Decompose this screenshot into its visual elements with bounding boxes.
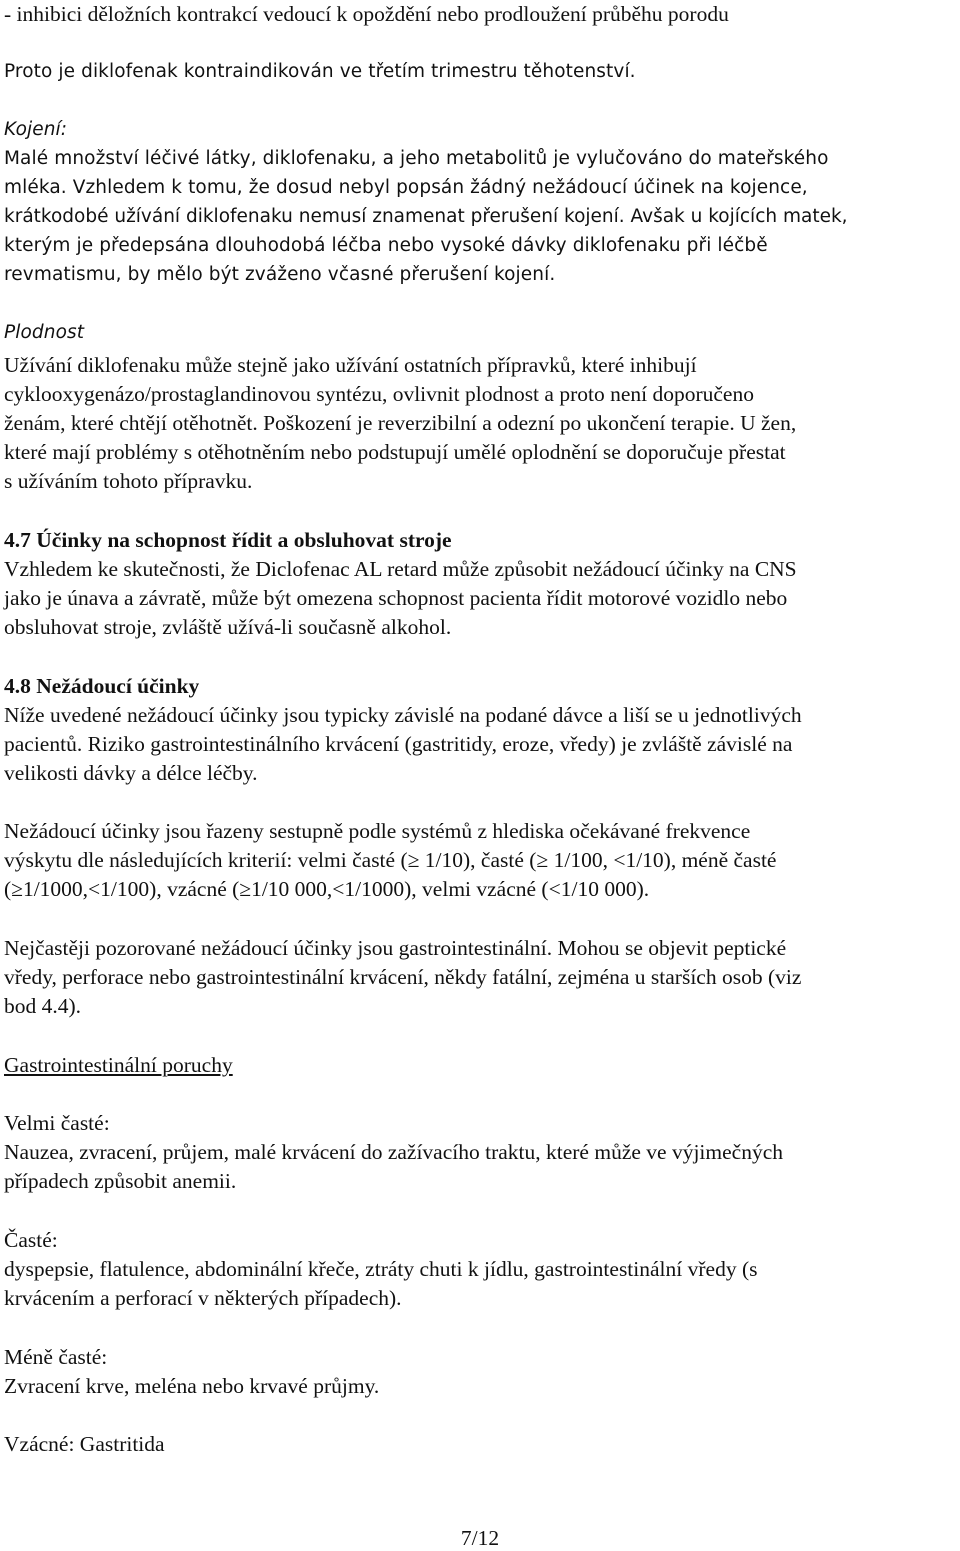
frequency-heading-very-common: Velmi časté: [4,1111,110,1135]
paragraph-line: Nauzea, zvracení, průjem, malé krvácení do zažívacího traktu, které může ve výjimečných [4,1140,783,1164]
paragraph: Proto je diklofenak kontraindikován ve třetím trimestru těhotenství. [4,61,636,82]
paragraph-line: které mají problémy s otěhotněním nebo podstupují umělé oplodnění se doporučuje přestat [4,440,786,464]
paragraph-line: Níže uvedené nežádoucí účinky jsou typicky závislé na podané dávce a liší se u jednotlivých [4,703,802,727]
frequency-line-rare: Vzácné: Gastritida [4,1432,165,1456]
paragraph-line: velikosti dávky a délce léčby. [4,761,258,785]
paragraph-line: ženám, které chtějí otěhotnět. Poškození je reverzibilní a odezní po ukončení terapie. U žen, [4,411,797,435]
frequency-heading-uncommon: Méně časté: [4,1345,108,1369]
paragraph-line: případech způsobit anemii. [4,1169,237,1193]
paragraph-line: výskytu dle následujících kriterií: velmi časté (≥ 1/10), časté (≥ 1/100, <1/10), méně časté [4,848,777,872]
paragraph-line: vředy, perforace nebo gastrointestinální krvácení, někdy fatální, zejména u starších osob (viz [4,965,802,989]
paragraph-line: cyklooxygenázo/prostaglandinovou syntézu, ovlivnit plodnost a proto není doporučeno [4,382,754,406]
paragraph-line: Užívání diklofenaku může stejně jako užívání ostatních přípravků, které inhibují [4,353,697,377]
paragraph-line: bod 4.4). [4,994,82,1018]
paragraph-line: revmatismu, by mělo být zváženo včasné přerušení kojení. [4,264,556,285]
paragraph-line: dyspepsie, flatulence, abdominální křeče, ztráty chuti k jídlu, gastrointestinální vředy (s [4,1257,758,1281]
paragraph-line: mléka. Vzhledem k tomu, že dosud nebyl popsán žádný nežádoucí účinek na kojence, [4,177,808,198]
paragraph-line: obsluhovat stroje, zvláště užívá-li současně alkohol. [4,615,452,639]
frequency-heading-common: Časté: [4,1228,58,1252]
subsection-heading-gi: Gastrointestinální poruchy [4,1053,233,1077]
section-heading-4-8: 4.8 Nežádoucí účinky [4,674,200,698]
paragraph-line: (≥1/1000,<1/100), vzácné (≥1/10 000,<1/1000), velmi vzácné (<1/10 000). [4,877,650,901]
section-heading-plodnost: Plodnost [4,322,85,343]
section-heading-kojeni: Kojení: [4,119,68,140]
paragraph-line: kterým je předepsána dlouhodobá léčba nebo vysoké dávky diklofenaku při léčbě [4,235,768,256]
paragraph-line: Malé množství léčivé látky, diklofenaku, a jeho metabolitů je vylučováno do mateřského [4,148,829,169]
paragraph-line: Nejčastěji pozorované nežádoucí účinky jsou gastrointestinální. Mohou se objevit peptické [4,936,787,960]
paragraph-line: jako je únava a závratě, může být omezena schopnost pacienta řídit motorové vozidlo nebo [4,586,788,610]
paragraph-line: krvácením a perforací v některých případech). [4,1286,402,1310]
paragraph-line: Vzhledem ke skutečnosti, že Diclofenac AL retard může způsobit nežádoucí účinky na CNS [4,557,797,581]
section-heading-4-7: 4.7 Účinky na schopnost řídit a obsluhovat stroje [4,528,452,552]
paragraph-line: s užíváním tohoto přípravku. [4,469,253,493]
paragraph-line: Zvracení krve, meléna nebo krvavé průjmy. [4,1374,380,1398]
paragraph-line: krátkodobé užívání diklofenaku nemusí znamenat přerušení kojení. Avšak u kojících matek, [4,206,848,227]
page-number: 7/12 [460,1526,500,1550]
paragraph-line: Nežádoucí účinky jsou řazeny sestupně podle systémů z hlediska očekávané frekvence [4,819,751,843]
bullet-item: - inhibici děložních kontrakcí vedoucí k opoždění nebo prodloužení průběhu porodu [4,2,729,26]
paragraph-line: pacientů. Riziko gastrointestinálního krvácení (gastritidy, eroze, vředy) je zvláště závislé na [4,732,793,756]
